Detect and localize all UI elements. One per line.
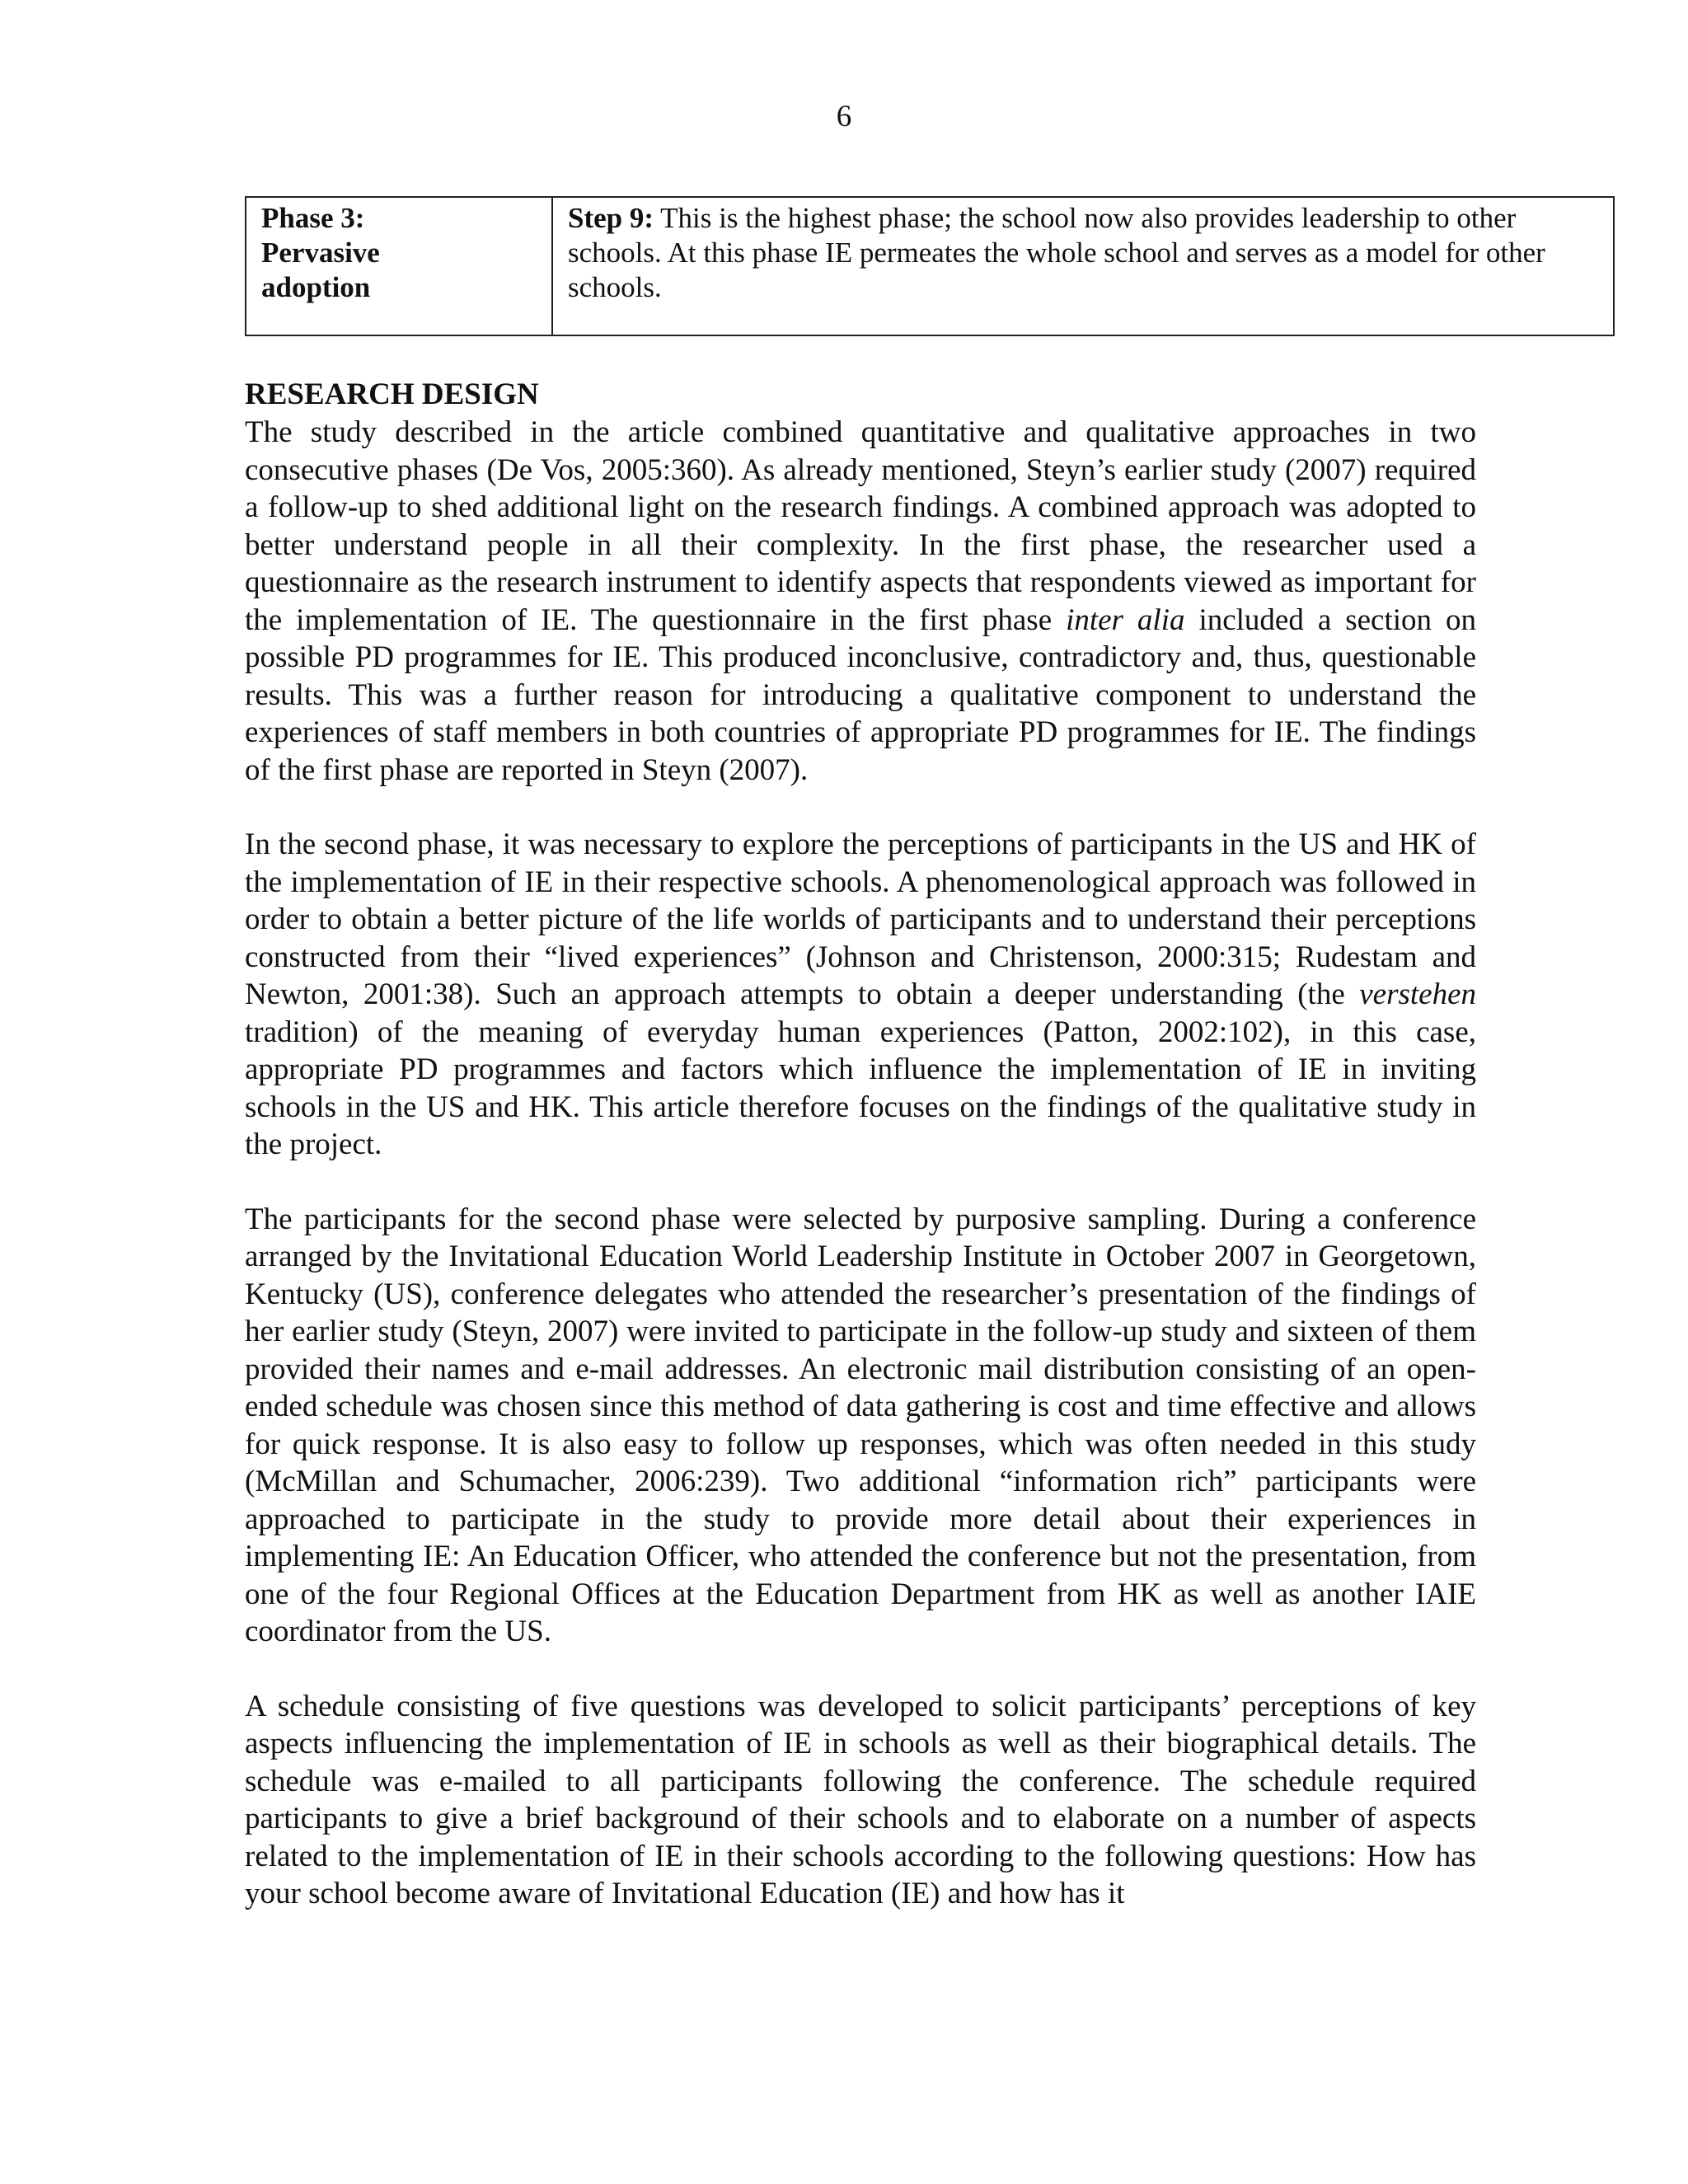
paragraph-text: included a section on possible PD programmes for IE. This produced inconclusive, contradictory and, thus, questionable results. This was a further reason for introducing a qualitative component to understand the experiences of staff members in both countries of appropriate PD programmes for IE. The findings of the first phase are reported in Steyn (2007).: [245, 602, 1476, 787]
paragraph-text: In the second phase, it was necessary to explore the perceptions of participants in the US and HK of the implementation of IE in their respective schools. A phenomenological approach was followed in order to obtain a better picture of the life worlds of participants and to understand their perceptions constructed from their “lived experiences” (Johnson and Christenson, 2000:315; Rudestam and Newton, 2001:38). Such an approach attempts to obtain a deeper understanding (the: [245, 827, 1476, 1011]
paragraph-1: [245, 414, 1476, 789]
paragraph-2: [245, 826, 1476, 1164]
phase-name-cell: [246, 197, 552, 335]
page-number: 6: [836, 100, 852, 134]
section-heading: RESEARCH DESIGN: [245, 377, 539, 411]
italic-term: verstehen: [1359, 977, 1476, 1011]
phase-table: [245, 196, 1615, 336]
phase-label-line: adoption: [261, 271, 371, 303]
phase-label-line: Phase 3:: [261, 202, 365, 234]
italic-term: inter alia: [1066, 602, 1185, 637]
phase-label-line: Pervasive: [261, 237, 380, 269]
step-label: Step 9:: [568, 202, 654, 234]
step-description-cell: [552, 197, 1614, 335]
paragraph-3: The participants for the second phase were selected by purposive sampling. During a conference arranged by the Invitational Education World Leadership Institute in October 2007 in Georgetown, Kentucky (US), conference delegates who attended the researcher’s presentation of the findings of her earlier study (Steyn, 2007) were invited to participate in the follow-up study and sixteen of them provided their names and e-mail addresses. An electronic mail distribution consisting of an open-ended schedule was chosen since this method of data gathering is cost and time effective and allows for quick response. It is also easy to follow up responses, which was often needed in this study (McMillan and Schumacher, 2006:239). Two additional “information rich” participants were approached to participate in the study to provide more detail about their experiences in implementing IE: An Education Officer, who attended the conference but not the presentation, from one of the four Regional Offices at the Education Department from HK as well as another IAIE coordinator from the US.: [245, 1202, 1476, 1648]
paragraph-text: tradition) of the meaning of everyday human experiences (Patton, 2002:102), in this case, appropriate PD programmes and factors which influence the implementation of IE in inviting schools in the US and HK. This article therefore focuses on the findings of the qualitative study in the project.: [245, 1015, 1476, 1161]
step-text: This is the highest phase; the school now also provides leadership to other schools. At this phase IE permeates the whole school and serves as a model for other schools.: [568, 202, 1545, 303]
table-row: [246, 197, 1614, 335]
paragraph-text: The study described in the article combined quantitative and qualitative approaches in two consecutive phases (De Vos, 2005:360). As already mentioned, Steyn’s earlier study (2007) required a follow-up to shed additional light on the research findings. A combined approach was adopted to better understand people in all their complexity. In the first phase, the researcher used a questionnaire as the research instrument to identify aspects that respondents viewed as important for the implementation of IE. The questionnaire in the first phase: [245, 415, 1476, 637]
paragraph-4: A schedule consisting of five questions was developed to solicit participants’ perceptions of key aspects influencing the implementation of IE in schools as well as their biographical details. The schedule was e-mailed to all participants following the conference. The schedule required participants to give a brief background of their schools and to elaborate on a number of aspects related to the implementation of IE in their schools according to the following questions: How has your school become aware of Invitational Education (IE) and how has it: [245, 1689, 1476, 1910]
main-content: [245, 376, 1476, 1913]
